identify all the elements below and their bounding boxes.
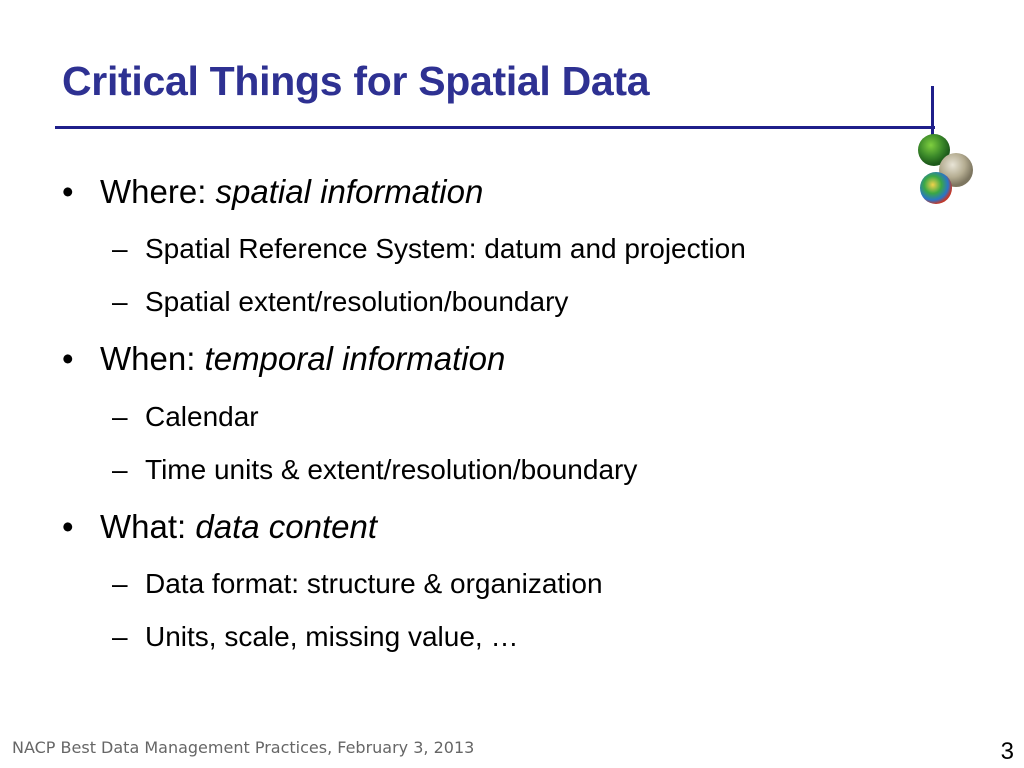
slide-title: Critical Things for Spatial Data <box>62 58 650 104</box>
earth-globes-logo-icon <box>912 132 978 208</box>
dash-symbol: – <box>112 286 128 317</box>
subitem <box>112 286 568 318</box>
bullet-what <box>62 508 377 546</box>
title-vertical-rule <box>931 86 934 138</box>
bullet-label: When: <box>100 340 205 377</box>
dash-symbol: – <box>112 401 128 432</box>
dash-symbol: – <box>112 454 128 485</box>
subitem <box>112 568 603 600</box>
bullet-when <box>62 340 505 378</box>
bullet-symbol: • <box>62 340 74 377</box>
subitem-text: Calendar <box>145 401 259 432</box>
bullet-symbol: • <box>62 173 74 210</box>
bullet-emphasis: temporal information <box>204 340 506 377</box>
subitem-text: Spatial Reference System: datum and projection <box>145 233 746 264</box>
title-underline <box>55 126 935 129</box>
subitem-text: Time units & extent/resolution/boundary <box>145 454 638 485</box>
dash-symbol: – <box>112 568 128 599</box>
subitem-text: Data format: structure & organization <box>145 568 603 599</box>
bullet-where <box>62 173 483 211</box>
dash-symbol: – <box>112 233 128 264</box>
dash-symbol: – <box>112 621 128 652</box>
slide-footer: NACP Best Data Management Practices, February 3, 2013 <box>12 738 475 757</box>
subitem <box>112 233 746 265</box>
bullet-label: What: <box>100 508 196 545</box>
subitem <box>112 401 259 433</box>
subitem-text: Spatial extent/resolution/boundary <box>145 286 569 317</box>
page-number: 3 <box>1000 738 1014 765</box>
bullet-label: Where: <box>100 173 216 210</box>
bullet-emphasis: data content <box>195 508 378 545</box>
subitem <box>112 454 637 486</box>
subitem-text: Units, scale, missing value, … <box>145 621 519 652</box>
colored-map-globe <box>920 172 952 204</box>
subitem <box>112 621 518 653</box>
bullet-emphasis: spatial information <box>215 173 484 210</box>
bullet-symbol: • <box>62 508 74 545</box>
